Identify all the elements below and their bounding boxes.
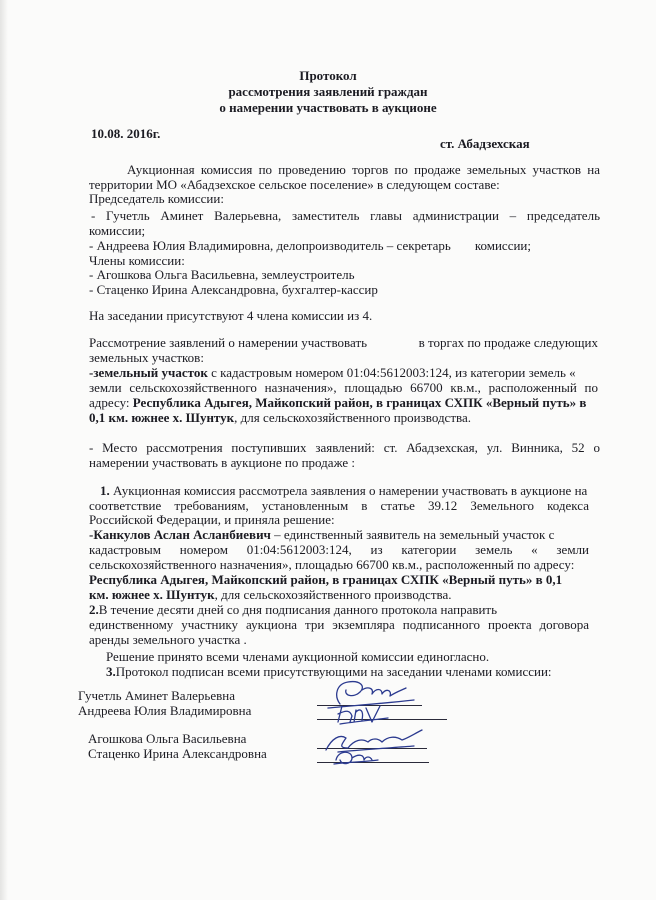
lot-line-2: земли сельскохозяйственного назначения», площадью 66700 кв.м., расположенный по xyxy=(89,380,598,395)
signatory-name-2: Андреева Юлия Владимировна xyxy=(78,703,252,718)
lot-line-4 xyxy=(89,410,471,425)
decision-item-1-line-3: Российской Федерации, и приняла решение: xyxy=(89,512,335,527)
applicant-purpose: , для сельскохозяйственного производства. xyxy=(214,587,452,602)
scan-shadow xyxy=(0,0,8,900)
lot-line-3 xyxy=(89,395,586,410)
decision-item-2-text: В течение десяти дней со дня подписания данного протокола направить xyxy=(98,602,498,617)
lot-label: -земельный участок xyxy=(89,365,208,380)
document-title: Протокол xyxy=(299,68,357,83)
signatory-name-3: Агошкова Ольга Васильевна xyxy=(88,731,247,746)
decision-item-3-number: 3. xyxy=(106,664,116,679)
lot-text-1: с кадастровым номером 01:04:5612003:124, из категории земель « xyxy=(211,365,576,380)
review-line-1 xyxy=(89,335,598,350)
intro-line-1: Аукционная комиссия по проведению торгов по продаже земельных участков на xyxy=(127,162,600,177)
review-line-1a: Рассмотрение заявлений о намерении участвовать xyxy=(89,335,368,350)
attendance-line: На заседании присутствуют 4 члена комиссии из 4. xyxy=(89,308,373,323)
decision-item-2-line-1 xyxy=(89,602,589,617)
lot-address: Республика Адыгея, Майкопский район, в границах СХПК «Верный путь» в xyxy=(132,395,587,410)
applicant-line-5 xyxy=(89,587,452,602)
decision-item-2-line-3: аренды земельного участка . xyxy=(89,632,247,647)
location-line-1: - Место рассмотрения поступивших заявлений: ст. Абадзехская, ул. Винника, 52 о xyxy=(89,440,600,455)
member-line-2: - Стаценко Ирина Александровна, бухгалтер-кассир xyxy=(89,282,378,297)
lot-address-label: адресу: xyxy=(89,395,130,410)
signature-statsenko xyxy=(330,746,390,768)
unanimous-line: Решение принято всеми членами аукционной комиссии единогласно. xyxy=(106,649,490,664)
member-line-1: - Агошкова Ольга Васильевна, землеустроитель xyxy=(89,267,355,282)
decision-item-1-line-1 xyxy=(100,483,590,498)
lot-location: 0,1 км. южнее х. Шунтук xyxy=(89,410,235,425)
applicant-location: км. южнее х. Шунтук xyxy=(89,587,215,602)
lot-purpose: , для сельскохозяйственного производства. xyxy=(234,410,471,425)
applicant-text-1: – единственный заявитель на земельный участок с xyxy=(274,527,555,542)
decision-item-1-text: Аукционная комиссия рассмотрела заявления о намерении участвовать в аукционе на xyxy=(113,483,588,498)
secretary-role: комиссии; xyxy=(474,238,532,253)
applicant-line-2: кадастровым номером 01:04:5612003:124, из категории земель « земли xyxy=(89,542,589,557)
decision-item-1-number: 1. xyxy=(100,483,110,498)
decision-item-2-line-2: единственному участнику аукциона три экземпляра подписанного проекта договора xyxy=(89,617,589,632)
intro-line-2: территории МО «Абадзехское сельское поселение» в следующем составе: xyxy=(89,177,500,192)
chair-line-2: комиссии; xyxy=(89,223,146,238)
applicant-line-4: Республика Адыгея, Майкопский район, в границах СХПК «Верный путь» в 0,1 xyxy=(89,572,563,587)
applicant-line-1 xyxy=(89,527,589,542)
document-date: 10.08. 2016г. xyxy=(91,126,161,141)
signatory-name-4: Стаценко Ирина Александровна xyxy=(88,746,267,761)
review-line-2: земельных участков: xyxy=(89,350,204,365)
applicant-name: -Канкулов Аслан Асланбиевич xyxy=(89,527,271,542)
signatory-name-1: Гучетль Аминет Валерьевна xyxy=(78,688,235,703)
review-line-1b: в торгах по продаже следующих xyxy=(418,335,598,350)
members-heading: Члены комиссии: xyxy=(89,253,185,268)
lot-line-1 xyxy=(89,365,598,380)
location-line-2: намерении участвовать в аукционе по продаже : xyxy=(89,455,356,470)
applicant-line-3: сельскохозяйственного назначения», площадью 66700 кв.м., расположенный по адресу: xyxy=(89,557,575,572)
decision-item-2-number: 2. xyxy=(89,602,99,617)
document-subtitle-2: о намерении участвовать в аукционе xyxy=(219,100,437,115)
secretary-line xyxy=(89,238,531,253)
chair-heading: Председатель комиссии: xyxy=(89,191,224,206)
document-subtitle-1: рассмотрения заявлений граждан xyxy=(228,84,428,99)
signature-andreeva xyxy=(332,700,402,728)
chair-line-1: - Гучетль Аминет Валерьевна, заместитель главы администрации – председатель xyxy=(91,208,600,223)
secretary-text: - Андреева Юлия Владимировна, делопроизводитель – секретарь xyxy=(89,238,451,253)
document-place: ст. Абадзехская xyxy=(440,136,530,151)
decision-item-3-text: Протокол подписан всеми присутствующими на заседании членами комиссии: xyxy=(115,664,552,679)
decision-item-1-line-2: соответствие требованиям, установленным в статье 39.12 Земельного кодекса xyxy=(89,498,589,513)
